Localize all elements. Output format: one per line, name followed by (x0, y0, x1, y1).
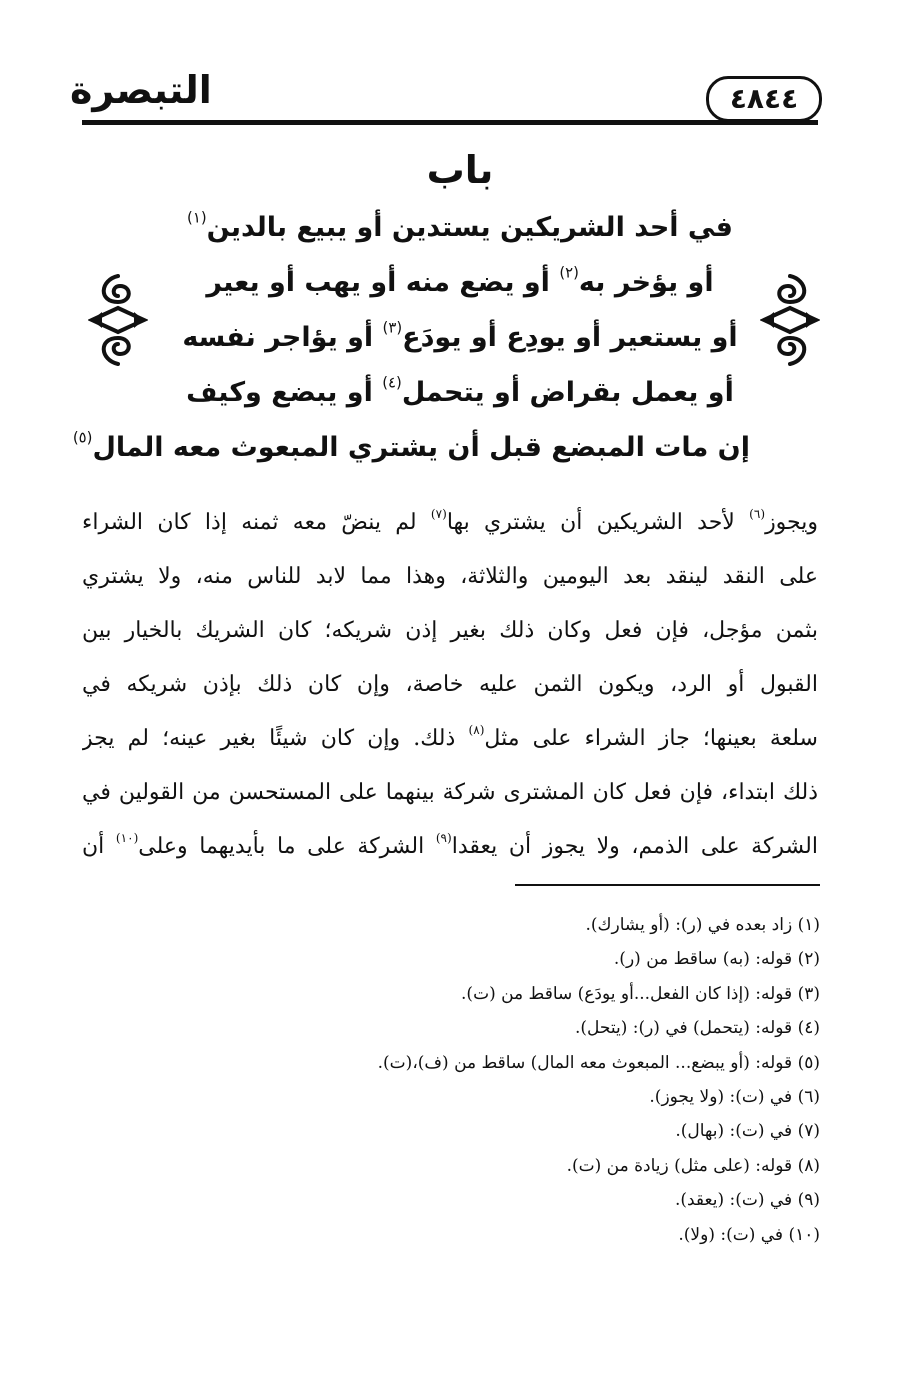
heading-text: أو يؤاجر نفسه (182, 322, 383, 353)
chapter-word: باب (426, 148, 494, 192)
chapter-heading (72, 140, 750, 475)
footnote-ref: (٢) (559, 263, 579, 282)
footnote-7: (٧) في (ت): (بهال). (675, 1121, 820, 1142)
header-rule (82, 120, 818, 125)
page-header (0, 0, 920, 130)
body-text: سلعة بعينها؛ جاز الشراء على مثل (484, 726, 818, 751)
body-text: الشركة على ما بأيديهما وعلى (138, 834, 436, 859)
book-title-logo: التبصرة (70, 68, 212, 112)
body-line-3: بثمن مؤجل، فإن فعل وكان ذلك بغير إذن شريكه؛ كان الشريك بالخيار بين (82, 618, 818, 643)
body-line-6: ذلك ابتداء، فإن فعل كان المشترى شركة بينهما على المستحسن من القولين في (82, 780, 818, 805)
footnote-ref: (٦) (749, 507, 766, 522)
heading-line-3 (170, 310, 750, 365)
heading-line-1 (170, 200, 750, 255)
footnote-2: (٢) قوله: (به) ساقط من (ر). (613, 949, 820, 970)
main-body-text (82, 496, 818, 874)
body-line-1 (82, 496, 818, 550)
left-ornament-icon (88, 272, 148, 368)
heading-text: أو يستعير أو يودِع أو يودَع (402, 322, 738, 353)
page-number: ٤٨٤٤ (706, 76, 822, 122)
body-text: ويجوز (765, 510, 818, 535)
body-line-2: على النقد لينقد بعد اليومين والثلاثة، وهذا مما لابد للناس منه، ولا يشتري (82, 564, 818, 589)
right-ornament-icon (760, 272, 820, 368)
footnote-5: (٥) قوله: (أو يبضع... المبعوث معه المال) ساقط من (ف)،(ت). (377, 1052, 820, 1073)
heading-line-4 (170, 365, 750, 420)
body-text: ذلك. وإن كان شيئًا بغير عينه؛ لم يجز (82, 726, 469, 751)
footnote-separator (515, 884, 820, 886)
body-line-5 (82, 712, 818, 766)
heading-text: إن مات المبضع قبل أن يشتري المبعوث معه المال (92, 432, 750, 463)
footnote-ref: (٧) (430, 507, 447, 522)
heading-text: أو يضع منه أو يهب أو يعير (206, 267, 560, 298)
body-line-7 (82, 820, 818, 874)
footnotes (300, 908, 820, 1252)
body-line-4: القبول أو الرد، ويكون الثمن عليه خاصة، وإن كان ذلك بإذن شريكه في (82, 672, 818, 697)
heading-text: أو يبضع وكيف (186, 377, 383, 408)
footnote-ref: (٣) (382, 318, 403, 337)
footnote-ref: (٨) (468, 723, 485, 738)
footnote-ref: (٩) (435, 831, 452, 846)
footnote-ref: (٥) (72, 428, 93, 447)
heading-line-2 (170, 255, 750, 310)
footnote-10: (١٠) في (ت): (ولا). (678, 1224, 820, 1245)
footnote-9: (٩) في (ت): (يعقد). (674, 1190, 820, 1211)
body-text: لم ينضّ معه ثمنه إذا كان الشراء (82, 510, 431, 535)
body-text: أن (82, 834, 116, 859)
heading-line-5 (72, 420, 750, 475)
heading-text: في أحد الشريكين يستدين أو يبيع بالدين (206, 212, 733, 243)
body-text: لأحد الشريكين أن يشتري بها (446, 510, 750, 535)
footnote-ref: (١٠) (115, 831, 139, 846)
heading-text: أو يعمل بقراض أو يتحمل (401, 377, 734, 408)
footnote-ref: (٤) (382, 373, 402, 392)
footnote-1: (١) زاد بعده في (ر): (أو يشارك). (585, 915, 820, 935)
footnote-6: (٦) في (ت): (ولا يجوز). (649, 1086, 820, 1107)
footnote-4: (٤) قوله: (يتحمل) في (ر): (يتحل). (574, 1018, 820, 1039)
heading-text: أو يؤخر به (578, 267, 714, 298)
footnote-ref: (١) (187, 208, 207, 227)
body-text: الشركة على الذمم، ولا يجوز أن يعقدا (451, 834, 818, 859)
footnote-3: (٣) قوله: (إذا كان الفعل...أو يودَع) ساقط من (ت). (461, 983, 820, 1004)
footnote-8: (٨) قوله: (على مثل) زيادة من (ت). (566, 1155, 820, 1176)
